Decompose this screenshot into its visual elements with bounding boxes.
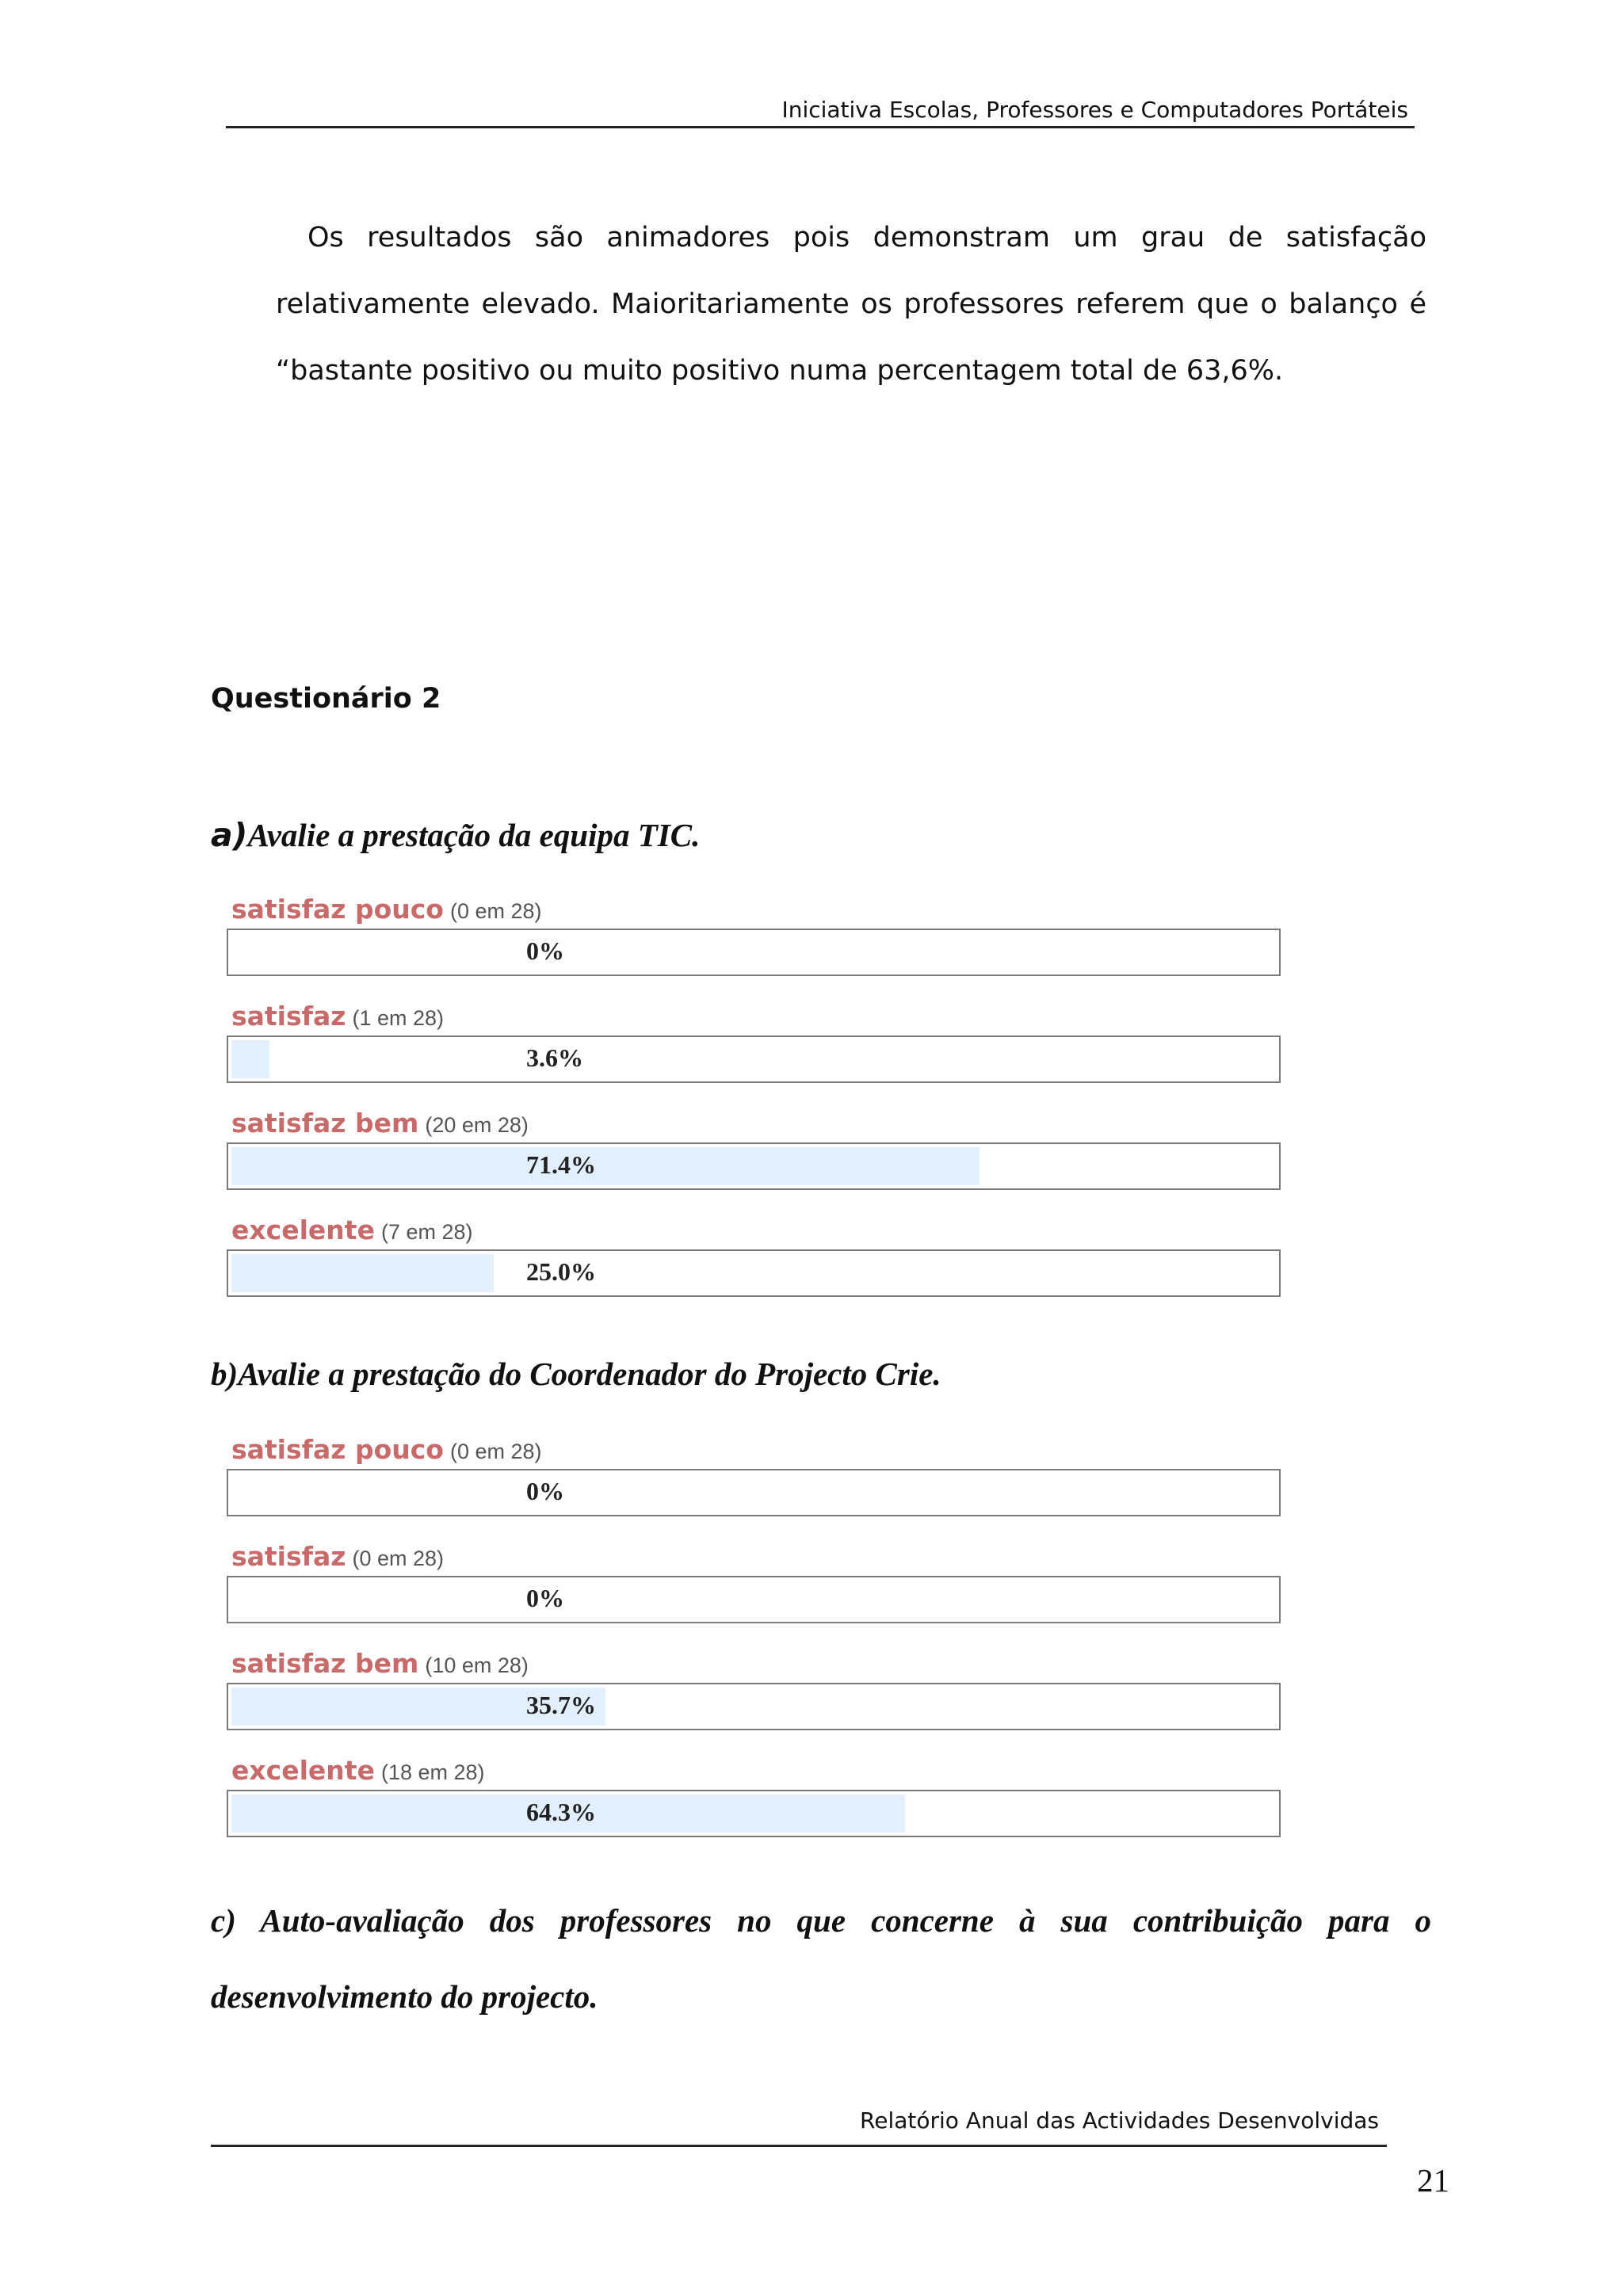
section-title: Questionário 2 bbox=[211, 683, 441, 715]
poll-bar-fill bbox=[231, 1147, 980, 1185]
poll-percent: 35.7% bbox=[526, 1691, 596, 1719]
poll-item bbox=[227, 1001, 1281, 1108]
poll-option-count: (0 em 28) bbox=[352, 1547, 445, 1570]
poll-a bbox=[227, 894, 1281, 1322]
poll-option-name: satisfaz bbox=[231, 1001, 346, 1032]
question-a-text: Avalie a prestação da equipa TIC. bbox=[247, 817, 701, 853]
poll-option-name: satisfaz pouco bbox=[231, 1434, 444, 1465]
poll-bar bbox=[227, 1249, 1281, 1297]
question-a-heading bbox=[211, 816, 700, 854]
poll-option-count: (0 em 28) bbox=[449, 1440, 542, 1463]
question-c-heading: c) Auto-avaliação dos professores no que concerne à sua contribuição para o desenvolvimento do projecto. bbox=[211, 1902, 1431, 2015]
poll-bar bbox=[227, 1576, 1281, 1623]
poll-option-label bbox=[231, 894, 542, 925]
poll-item bbox=[227, 1541, 1281, 1648]
poll-option-label bbox=[231, 1108, 529, 1139]
poll-option-count: (20 em 28) bbox=[425, 1113, 529, 1137]
page-number: 21 bbox=[1417, 2162, 1449, 2199]
page-header bbox=[226, 93, 1415, 128]
poll-option-count: (18 em 28) bbox=[380, 1760, 485, 1784]
poll-bar bbox=[227, 1142, 1281, 1190]
page-footer bbox=[211, 2107, 1387, 2147]
poll-option-name: satisfaz bem bbox=[231, 1648, 419, 1679]
poll-item bbox=[227, 1108, 1281, 1215]
footer-title: Relatório Anual das Actividades Desenvolvidas bbox=[860, 2107, 1379, 2134]
poll-option-count: (10 em 28) bbox=[425, 1653, 529, 1677]
poll-percent: 0% bbox=[526, 1477, 564, 1505]
poll-option-label bbox=[231, 1001, 444, 1032]
header-title: Iniciativa Escolas, Professores e Computadores Portáteis bbox=[781, 97, 1408, 123]
poll-option-count: (1 em 28) bbox=[352, 1006, 445, 1030]
intro-paragraph: Os resultados são animadores pois demonstram um grau de satisfação relativamente elevado. Maioritariamente os professores referem que o balanço é “bastante positivo ou muito positivo numa percentagem total de 63,6%. bbox=[276, 222, 1426, 387]
poll-item bbox=[227, 1648, 1281, 1755]
poll-percent: 25.0% bbox=[526, 1257, 596, 1286]
poll-option-label bbox=[231, 1215, 473, 1246]
poll-item bbox=[227, 1434, 1281, 1541]
poll-option-label bbox=[231, 1755, 485, 1787]
question-a-prefix: a) bbox=[211, 816, 248, 854]
poll-bar bbox=[227, 1035, 1281, 1083]
poll-option-count: (0 em 28) bbox=[449, 899, 542, 923]
poll-bar bbox=[227, 1683, 1281, 1730]
poll-bar bbox=[227, 929, 1281, 976]
poll-item bbox=[227, 894, 1281, 1001]
poll-option-name: satisfaz bem bbox=[231, 1108, 419, 1138]
poll-item bbox=[227, 1215, 1281, 1322]
poll-option-name: satisfaz pouco bbox=[231, 894, 444, 925]
poll-percent: 0% bbox=[526, 936, 564, 965]
poll-percent: 0% bbox=[526, 1584, 564, 1612]
poll-option-label bbox=[231, 1648, 529, 1680]
question-b-heading: b)Avalie a prestação do Coordenador do Projecto Crie. bbox=[211, 1356, 941, 1392]
poll-bar bbox=[227, 1790, 1281, 1837]
poll-option-count: (7 em 28) bbox=[380, 1220, 473, 1244]
poll-bar-fill bbox=[231, 1254, 494, 1292]
poll-bar bbox=[227, 1469, 1281, 1516]
poll-b bbox=[227, 1434, 1281, 1862]
poll-option-label bbox=[231, 1541, 444, 1573]
poll-item bbox=[227, 1755, 1281, 1862]
poll-percent: 3.6% bbox=[526, 1043, 583, 1072]
poll-percent: 64.3% bbox=[526, 1798, 596, 1826]
poll-option-name: satisfaz bbox=[231, 1541, 346, 1572]
poll-option-label bbox=[231, 1434, 542, 1466]
poll-percent: 71.4% bbox=[526, 1150, 596, 1179]
poll-option-name: excelente bbox=[231, 1215, 375, 1245]
poll-bar-fill bbox=[231, 1040, 269, 1078]
poll-option-name: excelente bbox=[231, 1755, 375, 1786]
